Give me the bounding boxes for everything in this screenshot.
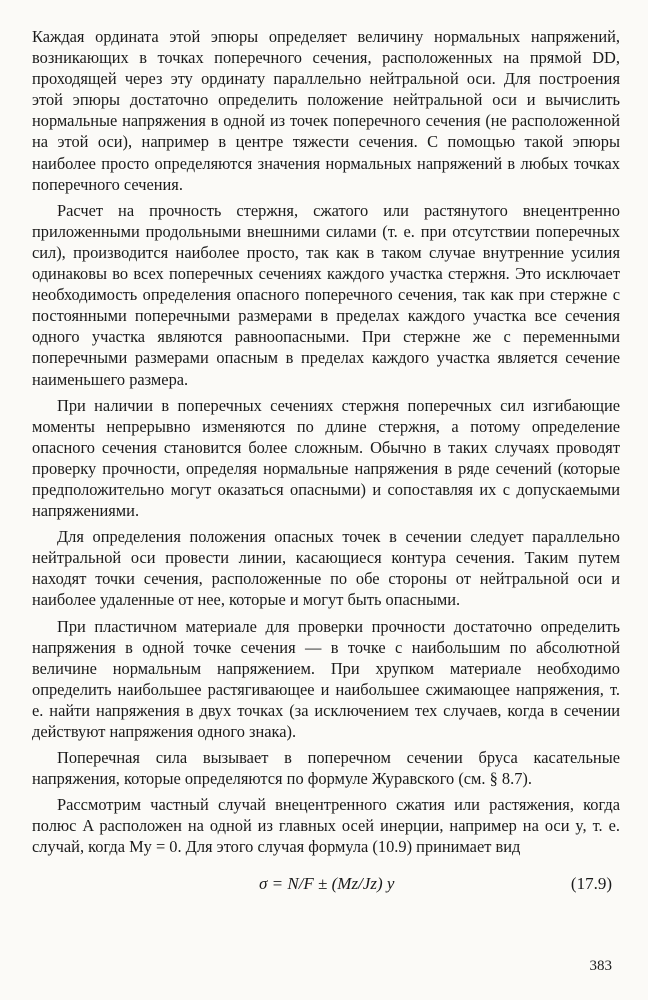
paragraph-2: Расчет на прочность стержня, сжатого или растянутого внецентренно приложенными продольными внешними силами (т. е. при отсутствии поперечных сил), производится наиболее просто, так как в таком случае внутренние усилия одинаковы во всех поперечных сечениях каждого участка стержня. Это исключает необходимость определения опасного поперечного сечения, так как при стержне с постоянными поперечными размерами в пределах каждого участка все сечения одного участка являются равноопасными. При стержне же с переменными поперечными размерами опасным в пределах каждого участка является сечение наименьшего размера. <box>32 200 620 389</box>
paragraph-5: При пластичном материале для проверки прочности достаточно определить напряжения в одной точке сечения — в точке с наибольшим по абсолютной величине нормальным напряжением. При хрупком материале необходимо определить наибольшее растягивающее и наибольшее сжимающее напряжения, т. е. найти напряжения в двух точках (за исключением тех случаев, когда в сечении действуют напряжения одного знака). <box>32 616 620 741</box>
page-number: 383 <box>589 958 612 974</box>
formula-17-9 <box>32 870 620 900</box>
paragraph-3: При наличии в поперечных сечениях стержня поперечных сил изгибающие моменты непрерывно изменяются по длине стержня, а потому определение опасного сечения становится более сложным. Обычно в таких случаях проводят проверку прочности, определяя нормальные напряжения в ряде сечений (которые предположительно могут оказаться опасными) и сопоставляя их с допускаемыми напряжениями. <box>32 395 620 521</box>
paragraph-1: Каждая ордината этой эпюры определяет величину нормальных напряжений, возникающих в точках поперечного сечения, расположенных на прямой DD, проходящей через эту ординату параллельно нейтральной оси. Для построения этой эпюры достаточно определить положение нейтральной оси и вычислить нормальные напряжения в одной из точек поперечного сечения (не расположенной на этой оси), например в центре тяжести сечения. С помощью такой эпюры наиболее просто определяются значения нормальных напряжений в любых точках поперечного сечения. <box>32 27 620 194</box>
body-text <box>32 26 620 858</box>
equation-number: (17.9) <box>570 873 612 893</box>
paragraph-4: Для определения положения опасных точек в сечении следует параллельно нейтральной оси провести линии, касающиеся контура сечения. Таким путем находят точки сечения, расположенные по обе стороны от нейтральной оси и наиболее удаленные от нее, которые и могут быть опасными. <box>32 527 620 610</box>
paragraph-7: Рассмотрим частный случай внецентренного сжатия или растяжения, когда полюс A расположен на одной из главных осей инерции, например на оси y, т. е. случай, когда My = 0. Для этого случая формула (10.9) принимает вид <box>32 795 620 857</box>
paragraph-6: Поперечная сила вызывает в поперечном сечении бруса касательные напряжения, которые определяются по формуле Журавского (см. § 8.7). <box>32 748 620 789</box>
formula-expression: σ = N/F ± (Mz/Jz) y <box>259 873 395 893</box>
